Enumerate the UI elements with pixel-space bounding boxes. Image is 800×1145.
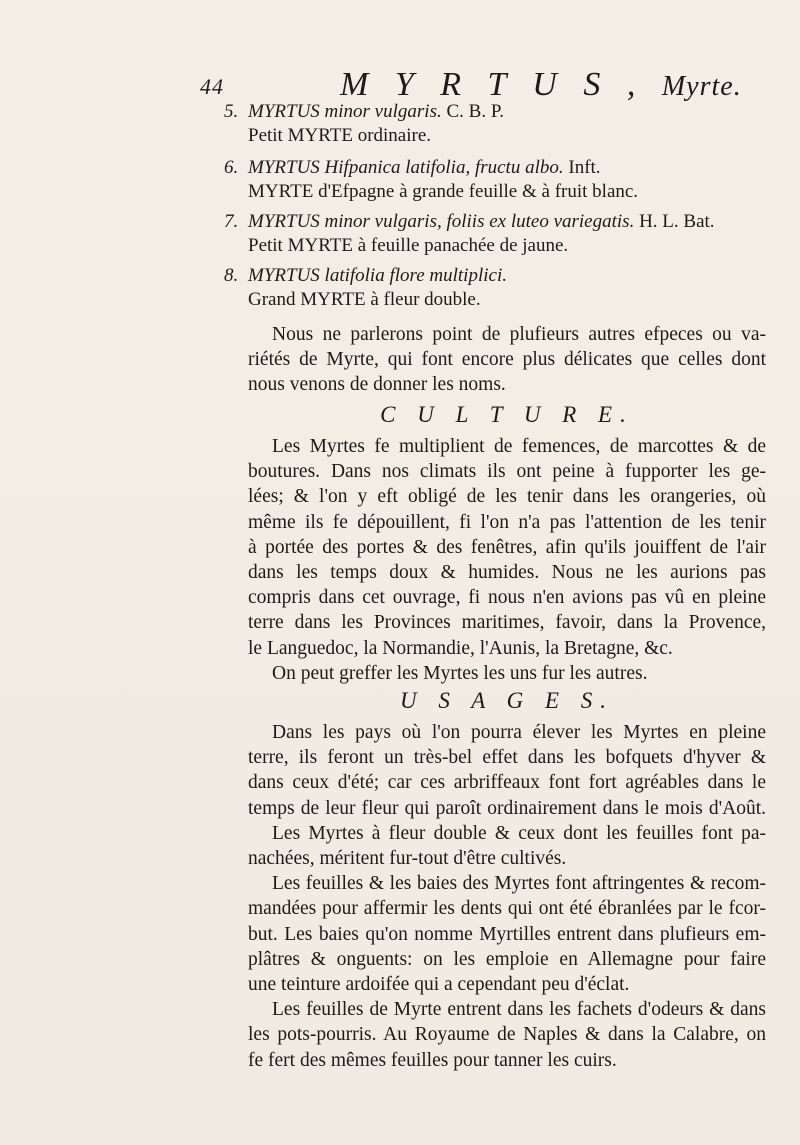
running-title [340,66,742,104]
text-line: boutures. Dans nos climats ils ont peine à fupporter les ge- [248,461,766,483]
entry-latin-name: MYRTUS minor vulgaris. [248,101,442,122]
page-number: 44 [200,74,224,99]
text-line: Les feuilles & les baies des Myrtes font aftringentes & recom- [272,873,766,895]
entry-number: 5. [224,101,239,122]
text-line: dans les temps doux & humides. Nous ne les aurions pas [248,562,766,584]
text-line: riétés de Myrte, qui font encore plus délicates que celles dont [248,349,766,371]
running-title-latin: M Y R T U S , [340,66,645,103]
entry-latin-name: MYRTUS latifolia flore multiplici. [248,265,507,286]
entry-french-name: Petit MYRTE ordinaire. [248,125,432,146]
running-title-french: Myrte. [661,71,742,102]
culture-text [248,434,766,686]
species-entry-8 [224,264,768,312]
entry-latin-name: MYRTUS Hifpanica latifolia, fructu albo. [248,157,564,178]
text-line: terre, ils feront un très-bel effet dans les bofquets d'hyver & [248,747,766,769]
text-line: le Languedoc, la Normandie, l'Aunis, la Bretagne, &c. [248,637,673,659]
text-line: lées; & l'on y eft obligé de les tenir dans les orangeries, où [248,486,766,508]
text-line: plâtres & onguents: on les emploie en Allemagne pour faire [248,948,766,970]
intro-paragraph [248,322,766,398]
text-line: même ils fe dépouillent, fi l'on n'a pas l'attention de les tenir [248,511,766,533]
text-line: mandées pour affermir les dents qui ont été ébranlées par le fcor- [248,898,766,920]
entry-reference: Inft. [568,157,601,178]
text-line: Les Myrtes à fleur double & ceux dont les feuilles font pa- [272,822,766,844]
text-line: terre dans les Provinces maritimes, favoir, dans la Provence, [248,612,766,634]
text-line: Dans les pays où l'on pourra élever les Myrtes en pleine [272,722,766,743]
entry-french-name: MYRTE d'Efpagne à grande feuille & à fruit blanc. [248,181,639,202]
usages-heading: U S A G E S. [400,688,614,713]
text-line: nachées, méritent fur-tout d'être cultivés. [248,848,567,870]
text-line: dans ceux d'été; car ces arbriffeaux font fort agréables dans le [248,772,766,794]
entry-french-name: Grand MYRTE à fleur double. [248,289,481,310]
entry-french-name: Petit MYRTE à feuille panachée de jaune. [248,235,569,256]
text-line: but. Les baies qu'on nomme Myrtilles entrent dans plufieurs em- [248,923,766,945]
text-line: à portée des portes & des fenêtres, afin qu'ils jouiffent de l'air [248,536,766,558]
entry-number: 6. [224,157,239,178]
species-entry-6 [224,156,768,204]
entry-number: 8. [224,265,239,286]
entry-number: 7. [224,211,239,232]
text-line: temps de leur fleur qui paroît ordinairement dans le mois d'Août. [248,797,766,819]
text-line: Les Myrtes fe multiplient de femences, de marcottes & de [272,436,766,457]
species-entry-5 [224,100,768,148]
text-line: Les feuilles de Myrte entrent dans les fachets d'odeurs & dans [272,999,766,1021]
entry-reference: C. B. P. [446,101,505,122]
text-line: compris dans cet ouvrage, fi nous n'en avions pas vû en pleine [248,587,766,609]
text-line: Nous ne parlerons point de plufieurs autres efpeces ou va- [272,324,766,345]
text-line: nous venons de donner les noms. [248,374,506,396]
entry-latin-name: MYRTUS minor vulgaris, foliis ex luteo variegatis. [248,211,635,232]
culture-heading: C U L T U R E. [380,402,634,427]
text-line: une teinture ardoifée qui a cependant peu d'éclat. [248,974,630,996]
species-entry-7 [224,210,768,258]
entry-reference: H. L. Bat. [639,211,715,232]
text-line: On peut greffer les Myrtes les uns fur les autres. [272,662,648,684]
text-line: les pots-pourris. Au Royaume de Naples & dans la Calabre, on [248,1024,766,1046]
text-line: fe fert des mêmes feuilles pour tanner les cuirs. [248,1049,617,1071]
usages-text [248,720,766,1073]
